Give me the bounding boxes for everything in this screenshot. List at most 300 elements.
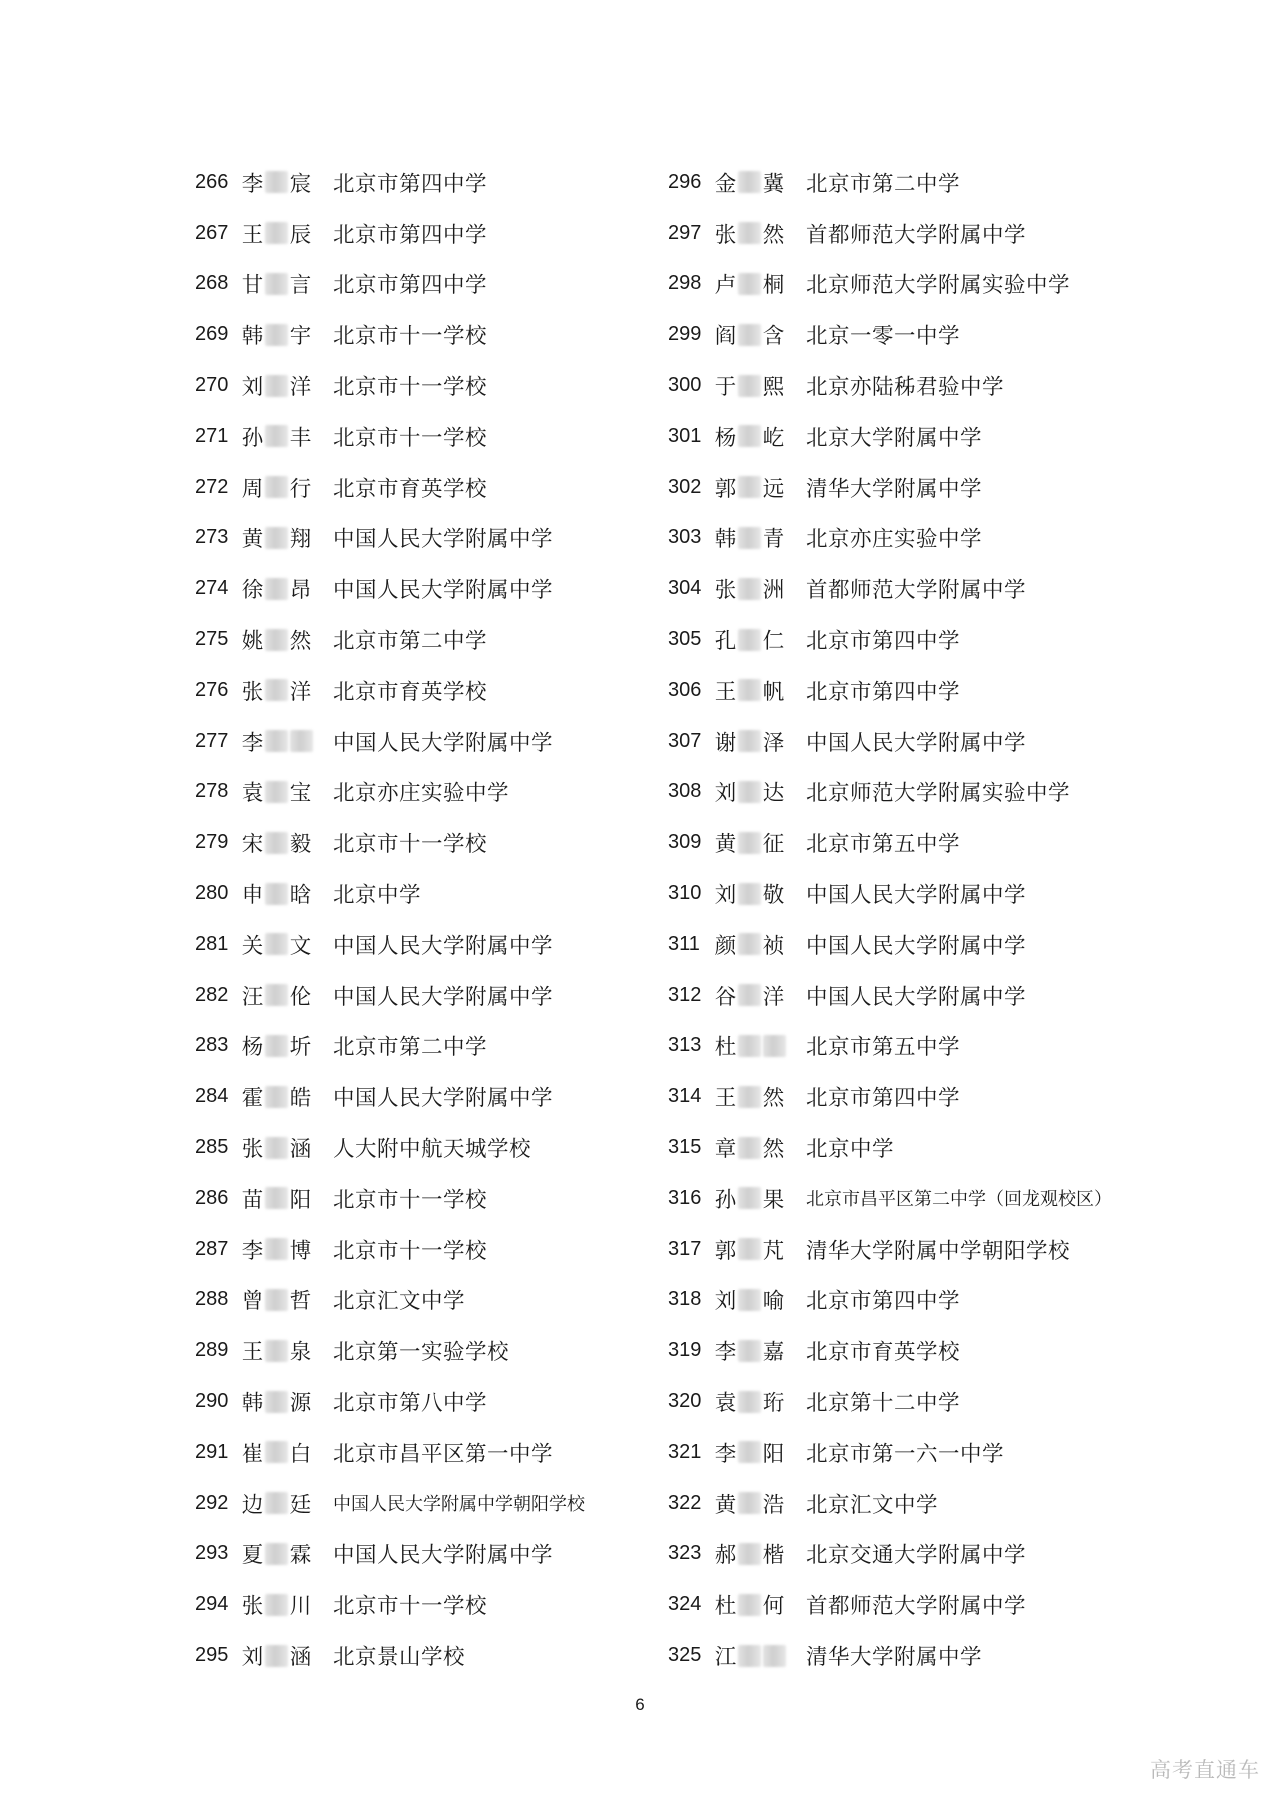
name-redaction-blur [265, 1289, 288, 1311]
name-last-char: 浩 [762, 1492, 785, 1518]
name-redaction-blur [265, 1086, 288, 1108]
school-name: 北京市第四中学 [333, 222, 488, 248]
school-name: 北京市第四中学 [806, 629, 961, 655]
rank-number: 305 [668, 628, 702, 651]
rank-number: 317 [668, 1237, 702, 1260]
list-item [668, 1173, 1128, 1224]
school-name: 北京一零一中学 [806, 324, 961, 350]
rank-number: 295 [195, 1644, 229, 1666]
name-first-char: 颜 [714, 933, 737, 959]
student-name [241, 573, 333, 604]
name-first-char: 谷 [714, 984, 737, 1010]
rank-number: 318 [668, 1288, 702, 1311]
list-item [195, 1224, 655, 1275]
name-last-char: 昂 [289, 578, 312, 604]
rank-number: 285 [195, 1136, 229, 1159]
name-last-char: 阳 [762, 1441, 785, 1467]
list-item [668, 1376, 1128, 1427]
list-item [195, 259, 655, 310]
list-item [195, 563, 655, 614]
student-name [241, 1081, 333, 1112]
name-first-char: 黄 [241, 527, 264, 553]
name-first-char: 张 [241, 1137, 264, 1163]
name-last-char [763, 1645, 786, 1667]
name-last-char: 伦 [289, 984, 312, 1010]
name-last-char: 远 [762, 476, 785, 502]
name-last-char: 圻 [289, 1035, 312, 1061]
student-name [714, 827, 806, 858]
name-redaction-blur [265, 527, 288, 549]
school-name: 北京市十一学校 [333, 1238, 488, 1264]
list-item [668, 462, 1128, 513]
name-redaction-blur [265, 832, 288, 854]
name-last-char: 源 [289, 1391, 312, 1417]
name-redaction-blur [738, 984, 761, 1006]
rank-number: 311 [668, 932, 700, 955]
name-redaction-blur [738, 1238, 761, 1260]
student-name [714, 472, 806, 503]
rank-number: 274 [195, 577, 229, 600]
name-last-char: 洲 [762, 578, 785, 604]
name-last-char: 霖 [289, 1543, 312, 1569]
list-item [668, 1529, 1128, 1580]
name-redaction-blur [738, 1543, 761, 1565]
student-name [714, 1437, 806, 1468]
rank-number: 273 [195, 526, 229, 549]
student-name [714, 1132, 806, 1163]
name-redaction-blur [265, 476, 288, 498]
school-name: 北京市第八中学 [333, 1391, 488, 1417]
list-item [668, 563, 1128, 614]
name-first-char: 章 [714, 1137, 737, 1163]
school-name: 北京中学 [333, 883, 422, 909]
student-name [241, 726, 333, 757]
name-last-char: 洋 [289, 679, 312, 705]
name-redaction-blur [265, 933, 288, 955]
rank-number: 291 [195, 1440, 229, 1463]
rank-number: 298 [668, 272, 702, 295]
name-last-char: 行 [289, 476, 312, 502]
rank-number: 301 [668, 424, 702, 447]
student-name [714, 1234, 806, 1265]
name-first-char: 崔 [241, 1441, 264, 1467]
rank-number: 297 [668, 221, 702, 244]
list-item [195, 767, 655, 818]
name-redaction-blur [738, 730, 761, 752]
name-last-char: 宝 [289, 781, 312, 807]
list-item [195, 1579, 655, 1630]
name-redaction-blur [738, 1187, 761, 1209]
name-last-char: 喻 [762, 1289, 785, 1315]
name-last-char: 洋 [289, 375, 312, 401]
student-name [714, 370, 806, 401]
student-name [714, 624, 806, 655]
student-name [714, 218, 806, 249]
rank-number: 293 [195, 1542, 229, 1565]
student-name [714, 1183, 806, 1214]
name-redaction-blur [738, 273, 761, 295]
name-redaction-blur [265, 629, 288, 651]
student-name [241, 218, 333, 249]
student-name [714, 421, 806, 452]
name-redaction-blur [265, 222, 288, 244]
name-redaction-blur [738, 476, 761, 498]
school-name: 首都师范大学附属中学 [806, 1594, 1027, 1620]
student-name [241, 522, 333, 553]
list-item [195, 919, 655, 970]
name-last-char: 含 [762, 324, 785, 350]
list-item [195, 309, 655, 360]
list-item [195, 1529, 655, 1580]
school-name: 北京市育英学校 [333, 476, 488, 502]
name-redaction-blur [265, 578, 288, 600]
student-name [241, 1030, 333, 1061]
student-name [241, 268, 333, 299]
school-name: 中国人民大学附属中学 [333, 578, 554, 604]
name-redaction-blur [265, 781, 288, 803]
name-redaction-blur [738, 1340, 761, 1362]
list-item [195, 716, 655, 767]
name-first-char: 李 [714, 1340, 737, 1366]
school-name: 北京市十一学校 [333, 375, 488, 401]
name-first-char: 周 [241, 476, 264, 502]
name-redaction-blur [738, 425, 761, 447]
list-item [195, 411, 655, 462]
school-name: 北京市第二中学 [806, 171, 961, 197]
student-name [241, 1234, 333, 1265]
rank-number: 312 [668, 983, 702, 1006]
name-first-char: 杜 [714, 1035, 737, 1061]
rank-number: 289 [195, 1339, 229, 1362]
student-name [714, 776, 806, 807]
student-name [714, 167, 806, 198]
student-name [241, 1640, 333, 1671]
name-redaction-blur [738, 883, 761, 905]
rank-number: 280 [195, 882, 229, 905]
school-name: 北京市第五中学 [806, 832, 961, 858]
school-name: 北京景山学校 [333, 1645, 466, 1670]
rank-number: 287 [195, 1237, 229, 1260]
student-name [241, 1132, 333, 1163]
rank-number: 277 [195, 729, 229, 752]
list-item [195, 817, 655, 868]
student-name [241, 1488, 333, 1519]
school-name: 北京大学附属中学 [806, 425, 983, 451]
rank-number: 324 [668, 1593, 702, 1616]
school-name: 中国人民大学附属中学 [333, 933, 554, 959]
list-item [668, 1122, 1128, 1173]
rank-number: 267 [195, 221, 229, 244]
school-name: 首都师范大学附属中学 [806, 578, 1027, 604]
rank-number: 283 [195, 1034, 229, 1057]
list-item [195, 868, 655, 919]
name-redaction-blur [265, 984, 288, 1006]
name-redaction-blur [738, 781, 761, 803]
school-name: 北京市第五中学 [806, 1035, 961, 1061]
name-first-char: 李 [241, 171, 264, 197]
name-last-char: 仁 [762, 629, 785, 655]
student-name [714, 1538, 806, 1569]
name-redaction-blur [265, 425, 288, 447]
list-item [195, 970, 655, 1021]
name-last-char: 熙 [762, 375, 785, 401]
school-name: 北京师范大学附属实验中学 [806, 781, 1071, 807]
name-first-char: 苗 [241, 1187, 264, 1213]
name-first-char: 郭 [714, 476, 737, 502]
list-item [668, 309, 1128, 360]
list-item [668, 1071, 1128, 1122]
name-redaction-blur [265, 1340, 288, 1362]
name-redaction-blur [738, 832, 761, 854]
name-redaction-blur [265, 883, 288, 905]
name-first-char: 夏 [241, 1543, 264, 1569]
name-redaction-blur [265, 171, 288, 193]
name-last-char: 然 [762, 1137, 785, 1163]
name-last-char: 屹 [762, 425, 785, 451]
school-name: 北京市第四中学 [333, 273, 488, 299]
name-first-char: 王 [241, 222, 264, 248]
list-item [668, 868, 1128, 919]
name-first-char: 李 [241, 1238, 264, 1264]
school-name: 北京交通大学附属中学 [806, 1543, 1027, 1569]
student-name [714, 1589, 806, 1620]
student-name [714, 1284, 806, 1315]
list-item [195, 360, 655, 411]
rank-number: 308 [668, 780, 702, 803]
name-last-char [290, 730, 313, 752]
name-first-char: 曾 [241, 1289, 264, 1315]
school-name: 清华大学附属中学朝阳学校 [806, 1238, 1071, 1264]
list-item [668, 259, 1128, 310]
name-redaction-blur [265, 1441, 288, 1463]
name-last-char: 征 [762, 832, 785, 858]
rank-number: 314 [668, 1085, 702, 1108]
name-last-char: 桐 [762, 273, 785, 299]
name-last-char: 宇 [289, 324, 312, 350]
name-first-char: 郭 [714, 1238, 737, 1264]
list-item [195, 1275, 655, 1326]
school-name: 北京市十一学校 [333, 832, 488, 858]
school-name: 北京市十一学校 [333, 1187, 488, 1213]
school-name: 中国人民大学附属中学朝阳学校 [333, 1494, 585, 1516]
school-name: 中国人民大学附属中学 [806, 933, 1027, 959]
name-redaction-blur [265, 1594, 288, 1616]
name-last-char: 然 [762, 1086, 785, 1112]
rank-number: 276 [195, 678, 229, 701]
name-first-char: 张 [241, 679, 264, 705]
school-name: 中国人民大学附属中学 [333, 1086, 554, 1112]
student-name [241, 675, 333, 706]
name-redaction-blur [738, 171, 761, 193]
name-redaction-blur [738, 1645, 761, 1667]
name-last-char: 晗 [289, 883, 312, 909]
student-name [714, 1081, 806, 1112]
name-first-char: 霍 [241, 1086, 264, 1112]
list-item [195, 665, 655, 716]
name-last-char: 丰 [289, 425, 312, 451]
name-first-char: 刘 [241, 1645, 264, 1670]
rank-number: 268 [195, 272, 229, 295]
rank-number: 272 [195, 475, 229, 498]
name-redaction-blur [738, 1391, 761, 1413]
list-item [195, 614, 655, 665]
name-first-char: 张 [714, 578, 737, 604]
school-name: 北京市十一学校 [333, 324, 488, 350]
school-name: 北京市第二中学 [333, 1035, 488, 1061]
name-last-char: 泉 [289, 1340, 312, 1366]
list-item [195, 1122, 655, 1173]
name-first-char: 阎 [714, 324, 737, 350]
left-column [195, 157, 655, 1681]
student-name [714, 1335, 806, 1366]
name-last-char: 言 [289, 273, 312, 299]
name-redaction-blur [738, 679, 761, 701]
rank-number: 288 [195, 1288, 229, 1311]
name-first-char: 刘 [241, 375, 264, 401]
name-redaction-blur [265, 1238, 288, 1260]
list-item [668, 157, 1128, 208]
name-first-char: 袁 [714, 1391, 737, 1417]
school-name: 北京市十一学校 [333, 425, 488, 451]
list-item [668, 919, 1128, 970]
rank-number: 315 [668, 1136, 702, 1159]
student-name [241, 421, 333, 452]
list-item [668, 1325, 1128, 1376]
list-item [195, 1325, 655, 1376]
name-first-char: 谢 [714, 730, 737, 756]
name-last-char [763, 1035, 786, 1057]
student-name [714, 1386, 806, 1417]
list-item [195, 208, 655, 259]
student-name [241, 319, 333, 350]
school-name: 清华大学附属中学 [806, 476, 983, 502]
name-last-char: 敬 [762, 883, 785, 909]
student-name [241, 980, 333, 1011]
rank-number: 302 [668, 475, 702, 498]
list-item [195, 1478, 655, 1529]
name-first-char: 江 [714, 1645, 737, 1670]
name-last-char: 然 [289, 629, 312, 655]
name-last-char: 毅 [289, 832, 312, 858]
list-item [668, 767, 1128, 818]
list-item [195, 1630, 655, 1681]
name-first-char: 张 [714, 222, 737, 248]
student-name [241, 1589, 333, 1620]
name-last-char: 冀 [762, 171, 785, 197]
name-last-char: 辰 [289, 222, 312, 248]
name-redaction-blur [265, 1492, 288, 1514]
name-first-char: 杜 [714, 1594, 737, 1620]
list-item [195, 513, 655, 564]
name-redaction-blur [738, 222, 761, 244]
list-item [195, 1173, 655, 1224]
school-name: 北京第一实验学校 [333, 1340, 510, 1366]
name-first-char: 杨 [241, 1035, 264, 1061]
rank-number: 321 [668, 1440, 702, 1463]
list-item [668, 1021, 1128, 1072]
name-last-char: 芃 [762, 1238, 785, 1264]
rank-number: 275 [195, 628, 229, 651]
student-name [714, 1030, 806, 1061]
student-name [714, 268, 806, 299]
name-first-char: 黄 [714, 1492, 737, 1518]
name-redaction-blur [265, 730, 288, 752]
list-item [195, 1071, 655, 1122]
rank-number: 270 [195, 374, 229, 397]
student-name [714, 878, 806, 909]
name-first-char: 张 [241, 1594, 264, 1620]
name-redaction-blur [738, 324, 761, 346]
student-name [714, 319, 806, 350]
name-last-char: 然 [762, 222, 785, 248]
name-first-char: 宋 [241, 832, 264, 858]
name-last-char: 帆 [762, 679, 785, 705]
rank-number: 292 [195, 1491, 229, 1514]
student-name [714, 980, 806, 1011]
name-first-char: 袁 [241, 781, 264, 807]
name-first-char: 姚 [241, 629, 264, 655]
name-first-char: 王 [241, 1340, 264, 1366]
rank-number: 290 [195, 1390, 229, 1413]
name-first-char: 孙 [714, 1187, 737, 1213]
school-name: 北京市昌平区第二中学（回龙观校区） [806, 1189, 1112, 1211]
rank-number: 303 [668, 526, 702, 549]
list-item [668, 1224, 1128, 1275]
list-item [668, 360, 1128, 411]
name-first-char: 关 [241, 933, 264, 959]
rank-number: 313 [668, 1034, 702, 1057]
name-last-char: 泽 [762, 730, 785, 756]
rank-number: 296 [668, 170, 702, 193]
rank-number: 307 [668, 729, 702, 752]
name-first-char: 郝 [714, 1543, 737, 1569]
rank-number: 299 [668, 323, 702, 346]
student-name [714, 726, 806, 757]
list-item [668, 817, 1128, 868]
name-redaction-blur [265, 1543, 288, 1565]
rank-number: 279 [195, 831, 229, 854]
rank-number: 269 [195, 323, 229, 346]
name-last-char: 宸 [289, 171, 312, 197]
name-redaction-blur [265, 324, 288, 346]
student-name [241, 776, 333, 807]
rank-number: 323 [668, 1542, 702, 1565]
name-last-char: 川 [289, 1594, 312, 1620]
student-name [241, 1538, 333, 1569]
name-redaction-blur [738, 1289, 761, 1311]
name-first-char: 刘 [714, 1289, 737, 1315]
student-name [241, 624, 333, 655]
list-item [195, 1376, 655, 1427]
name-last-char: 珩 [762, 1391, 785, 1417]
student-name [241, 878, 333, 909]
name-first-char: 韩 [241, 1391, 264, 1417]
name-redaction-blur [738, 1086, 761, 1108]
name-first-char: 王 [714, 679, 737, 705]
student-name [714, 1488, 806, 1519]
rank-number: 325 [668, 1644, 702, 1666]
name-last-char: 廷 [289, 1492, 312, 1518]
school-name: 北京市第二中学 [333, 629, 488, 655]
school-name: 北京第十二中学 [806, 1391, 961, 1417]
name-last-char: 翔 [289, 527, 312, 553]
name-first-char: 刘 [714, 883, 737, 909]
rank-number: 281 [195, 932, 229, 955]
name-redaction-blur [738, 1594, 761, 1616]
student-name [241, 472, 333, 503]
student-name [241, 1386, 333, 1417]
school-name: 中国人民大学附属中学 [806, 984, 1027, 1010]
